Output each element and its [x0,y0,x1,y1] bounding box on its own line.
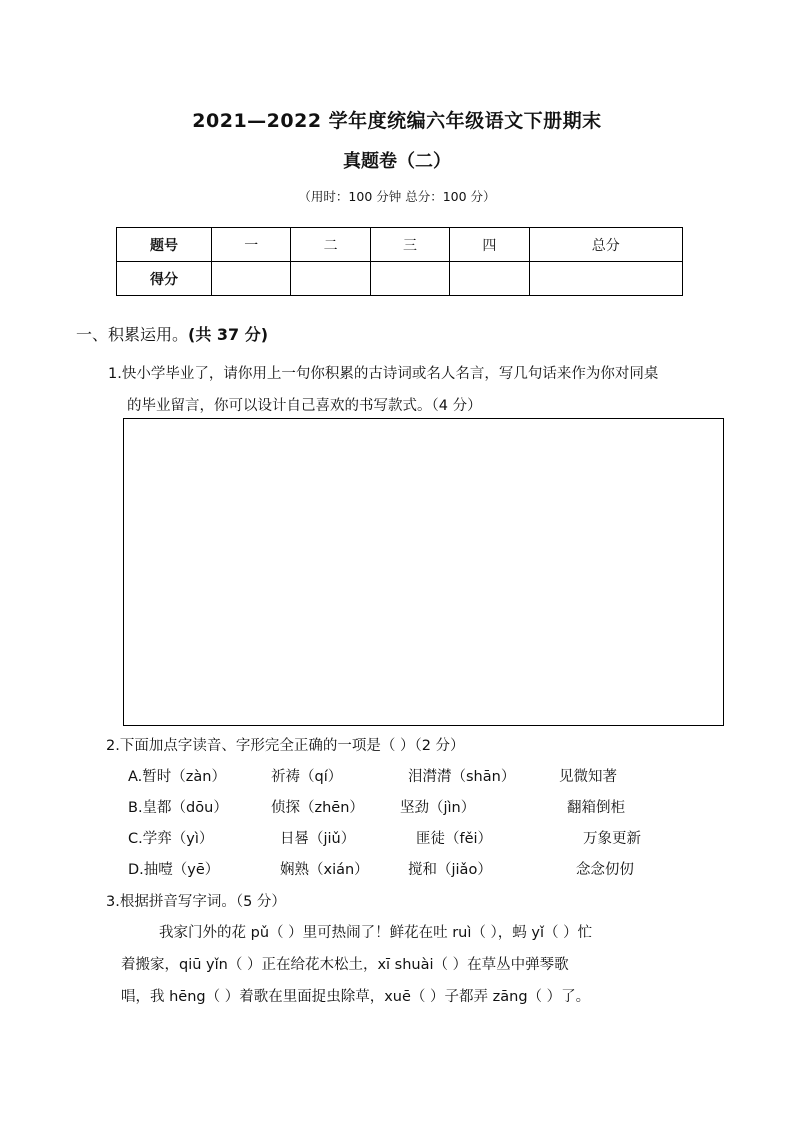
exam-time-and-score: （用时：100 分钟 总分：100 分） [298,189,496,204]
score-table-cell: 四 [450,228,529,262]
option-b-word-4: 翻箱倒柜 [567,800,625,816]
question-1-line-2: 的毕业留言，你可以设计自己喜欢的书写款式。（4 分） [127,398,482,414]
score-table-cell: 一 [212,228,291,262]
option-c-word-1: C.学弈（yì） [128,831,214,847]
option-d-word-2: 娴熟（xián） [280,862,369,878]
score-input-cell[interactable] [450,262,529,296]
exam-title-line1: 2021—2022 学年度统编六年级语文下册期末 [192,110,602,132]
score-input-cell[interactable] [212,262,291,296]
option-a-word-2: 祈祷（qí） [271,769,343,785]
question-1-line-1: 1.快小学毕业了，请你用上一句你积累的古诗词或名人名言，写几句话来作为你对同桌 [108,366,659,382]
option-d-word-3: 搅和（jiǎo） [408,862,492,878]
question-3-stem: 3.根据拼音写字词。（5 分） [106,894,286,910]
score-table-score-row [117,262,683,296]
option-b-word-1: B.皇都（dōu） [128,800,228,816]
section-label: 一、积累运用。 [76,325,189,344]
option-c-word-2: 日晷（jiǔ） [280,831,356,847]
question-2-stem: 2.下面加点字读音、字形完全正确的一项是（ ）（2 分） [106,738,465,754]
question-3-line-2: 着搬家，qiū yǐn（ ）正在给花木松土，xī shuài（ ）在草丛中弹琴歌 [121,957,569,973]
option-b-word-2: 侦探（zhēn） [271,800,364,816]
score-table-header-row [117,228,683,262]
option-c-word-4: 万象更新 [583,831,641,847]
score-table-cell: 三 [370,228,449,262]
option-a-word-3: 泪潸潸（shān） [408,769,516,785]
option-a-word-1: A.暂时（zàn） [128,769,226,785]
score-table-cell: 题号 [117,228,212,262]
question-3-line-1: 我家门外的花 pǔ（ ）里可热闹了！鲜花在吐 ruì（ ），蚂 yǐ（ ）忙 [159,925,593,941]
option-a-word-4: 见微知著 [559,769,617,785]
score-input-cell[interactable] [529,262,683,296]
section-heading [76,322,268,345]
answer-writing-box[interactable] [123,418,724,726]
option-b-word-3: 坚劲（jìn） [400,800,476,816]
option-d-word-4: 念念仞仞 [576,862,634,878]
score-table-cell: 总分 [529,228,683,262]
question-3-line-3: 唱，我 hēng（ ）着歌在里面捉虫除草，xuē（ ）子都弄 zāng（ ）了。 [121,989,591,1005]
option-c-word-3: 匪徒（fěi） [416,831,493,847]
exam-title-line2: 真题卷（二） [343,151,451,172]
option-d-word-1: D.抽噎（yē） [128,862,220,878]
score-table [116,227,683,296]
score-table-cell: 得分 [117,262,212,296]
section-points: (共 37 分) [188,325,269,344]
score-table-cell: 二 [291,228,370,262]
score-input-cell[interactable] [291,262,370,296]
score-input-cell[interactable] [370,262,449,296]
